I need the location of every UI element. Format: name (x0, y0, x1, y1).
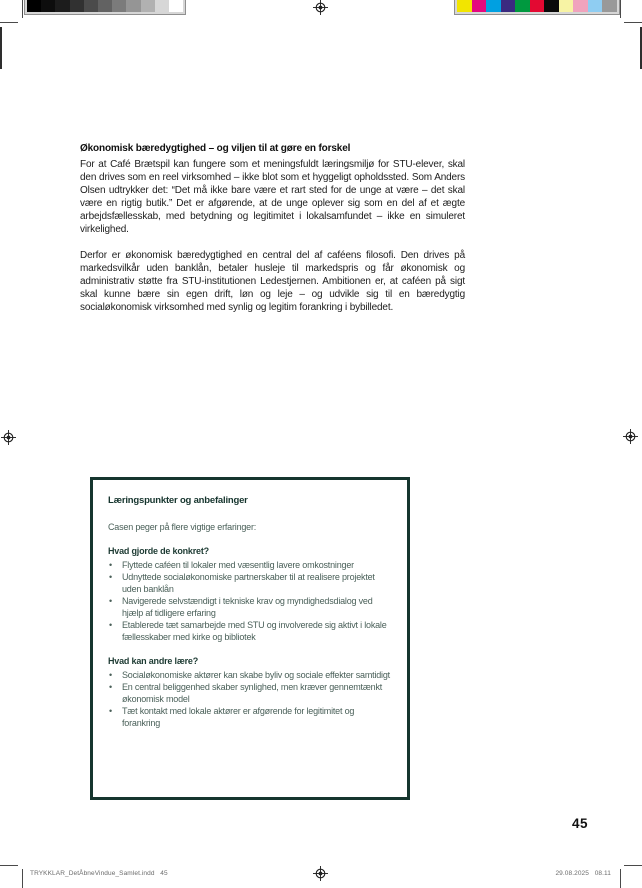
color-swatch (457, 0, 472, 12)
color-swatch (588, 0, 603, 12)
infobox-section-heading: Hvad kan andre lære? (108, 656, 199, 666)
crop-mark (22, 869, 23, 888)
registration-mark-icon (623, 429, 638, 444)
color-swatch (155, 0, 169, 12)
color-swatch (55, 0, 69, 12)
list-item: • Flyttede caféen til lokaler med væsentlig lavere omkostninger (108, 559, 391, 571)
color-swatch (573, 0, 588, 12)
list-item: • Socialøkonomiske aktører kan skabe byliv og sociale effekter samtidigt (108, 669, 391, 681)
infobox-section-heading: Hvad gjorde de konkret? (108, 546, 209, 556)
registration-mark-icon (1, 430, 16, 445)
article-paragraph: For at Café Brætspil kan fungere som et meningsfuldt læringsmiljø for STU-elever, skal den drives som en reel virksomhed – ikke blot som et hyggeligt opholdssted. Som Anders Olsen udtrykker det: “Det må ikke bare være et rart sted for de unge at være – det skal være en rigtig butik.” Det er afgørende, at de unge oplever sig som en del af et ægte arbejdsfællesskab, med betydning og legitimitet i lokalsamfundet – ikke en simuleret virkelighed. (80, 159, 465, 235)
crop-mark (22, 0, 23, 18)
color-swatch (27, 0, 41, 12)
crop-mark (620, 869, 621, 888)
infobox-bullet-list (108, 559, 391, 643)
registration-mark-icon (313, 0, 328, 15)
grayscale-calibration-bar (25, 0, 185, 14)
article (80, 142, 465, 327)
color-swatch (98, 0, 112, 12)
color-swatch (126, 0, 140, 12)
bleed-edge-mark (0, 27, 2, 69)
article-paragraph: Derfor er økonomisk bæredygtighed en central del af caféens filosofi. Den drives på markedsvilkår uden banklån, betaler husleje til markedspris og får økonomisk og administrativ støtte fra STU-institutionen Ledestjernen. Ambitionen er, at caféen på sigt skal kunne bære sin egen drift, løn og leje – og udvikle sig til en bæredygtig socialøkonomisk virksomhed med synlig og legitim forankring i bybilledet. (80, 250, 465, 313)
infobox-bullet-list (108, 669, 391, 729)
color-swatch (112, 0, 126, 12)
list-item: • Navigerede selvstændigt i tekniske krav og myndighedsdialog ved hjælp af tidligere erfaring (108, 595, 391, 619)
color-swatch (84, 0, 98, 12)
color-swatch (41, 0, 55, 12)
color-swatch (602, 0, 617, 12)
color-swatch (530, 0, 545, 12)
document-slug: TRYKKLAR_DetÅbneVindue_Samlet.indd 45 (30, 870, 168, 877)
infobox-title: Læringspunkter og anbefalinger (108, 495, 248, 506)
color-swatch (501, 0, 516, 12)
color-swatch (472, 0, 487, 12)
list-item: • En central beliggenhed skaber synlighed, men kræver gennemtænkt økonomisk model (108, 681, 391, 705)
list-item: • Udnyttede socialøkonomiske partnerskaber til at realisere projektet uden banklån (108, 571, 391, 595)
cmyk-color-calibration-bar (455, 0, 619, 14)
print-timestamp: 29.08.2025 08.11 (555, 870, 611, 877)
color-swatch (141, 0, 155, 12)
color-swatch (70, 0, 84, 12)
crop-mark (0, 22, 18, 23)
color-swatch (559, 0, 574, 12)
color-swatch (515, 0, 530, 12)
page-number: 45 (572, 816, 589, 831)
crop-mark (0, 865, 18, 866)
list-item: • Etablerede tæt samarbejde med STU og involverede sig aktivt i lokale fællesskaber med kirke og bibliotek (108, 619, 391, 643)
color-swatch (169, 0, 183, 12)
color-swatch (486, 0, 501, 12)
crop-mark (624, 22, 642, 23)
registration-mark-icon (313, 866, 328, 881)
color-swatch (544, 0, 559, 12)
learning-points-box (90, 477, 410, 800)
list-item: • Tæt kontakt med lokale aktører er afgørende for legitimitet og forankring (108, 705, 391, 729)
article-heading: Økonomisk bæredygtighed – og viljen til at gøre en forskel (80, 143, 351, 154)
infobox-intro: Casen peger på flere vigtige erfaringer: (108, 522, 257, 532)
crop-mark (624, 865, 642, 866)
crop-mark (620, 0, 621, 18)
